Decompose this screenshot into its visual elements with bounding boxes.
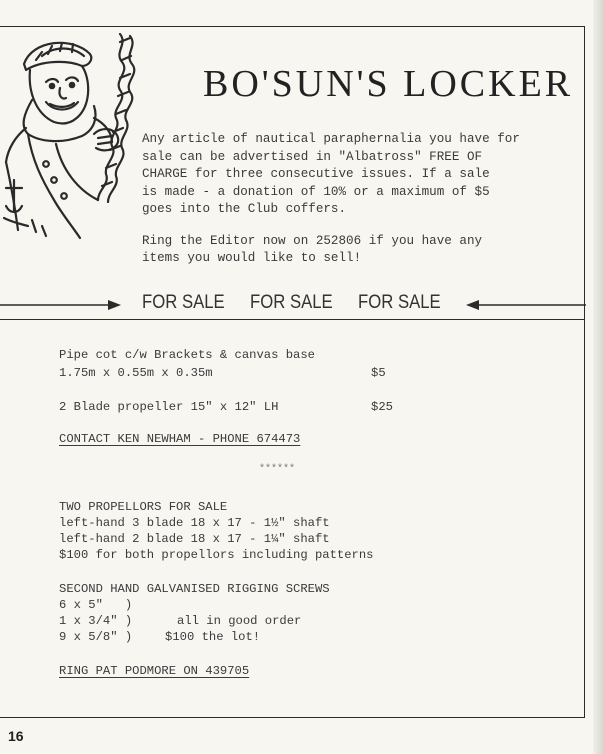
for-sale-label: FOR SALE xyxy=(250,292,333,313)
sailor-illustration-icon xyxy=(2,30,140,240)
arrow-right-icon xyxy=(0,299,122,311)
editor-contact-paragraph: Ring the Editor now on 252806 if you have any items you would like to sell! xyxy=(142,233,483,265)
page-title: BO'SUN'S LOCKER xyxy=(203,63,574,105)
for-sale-label: FOR SALE xyxy=(358,292,441,313)
ad-item-line: left-hand 3 blade 18 x 17 - 1½" shaft xyxy=(59,516,330,530)
ad-item-line: 1.75m x 0.55m x 0.35m xyxy=(59,366,213,380)
ad-item-line: 9 x 5/8" ) xyxy=(59,630,133,644)
arrow-left-icon xyxy=(466,299,586,311)
ad-item-line: left-hand 2 blade 18 x 17 - 1¼" shaft xyxy=(59,532,330,546)
ad-heading: TWO PROPELLORS FOR SALE xyxy=(59,500,228,514)
ad-item-line: 6 x 5" ) xyxy=(59,598,133,612)
ad-item-line: $100 for both propellors including patterns xyxy=(59,548,374,562)
ad-contact: CONTACT KEN NEWHAM - PHONE 674473 xyxy=(59,432,301,446)
ad-item-line: Pipe cot c/w Brackets & canvas base xyxy=(59,348,315,362)
page-number: 16 xyxy=(8,728,24,744)
intro-paragraph: Any article of nautical paraphernalia you have for sale can be advertised in "Albatross" FREE OF CHARGE for three consecutive issues. If a sale is made - a donation of 10% or a maximum of $5 goes into the Club coffers. xyxy=(142,132,520,216)
for-sale-banner xyxy=(0,290,585,320)
ad-note: all in good order xyxy=(177,614,302,628)
item-price: $25 xyxy=(371,400,393,414)
ad-contact: RING PAT PODMORE ON 439705 xyxy=(59,664,250,678)
page-edge-shadow xyxy=(593,0,603,754)
ad-note: $100 the lot! xyxy=(165,630,261,644)
separator-stars: ****** xyxy=(259,464,296,475)
for-sale-label: FOR SALE xyxy=(142,292,225,313)
item-price: $5 xyxy=(371,366,386,380)
ad-item-line: 2 Blade propeller 15" x 12" LH xyxy=(59,400,279,414)
ad-heading: SECOND HAND GALVANISED RIGGING SCREWS xyxy=(59,582,330,596)
ad-item-line: 1 x 3/4" ) xyxy=(59,614,133,628)
intro-section xyxy=(142,131,572,282)
